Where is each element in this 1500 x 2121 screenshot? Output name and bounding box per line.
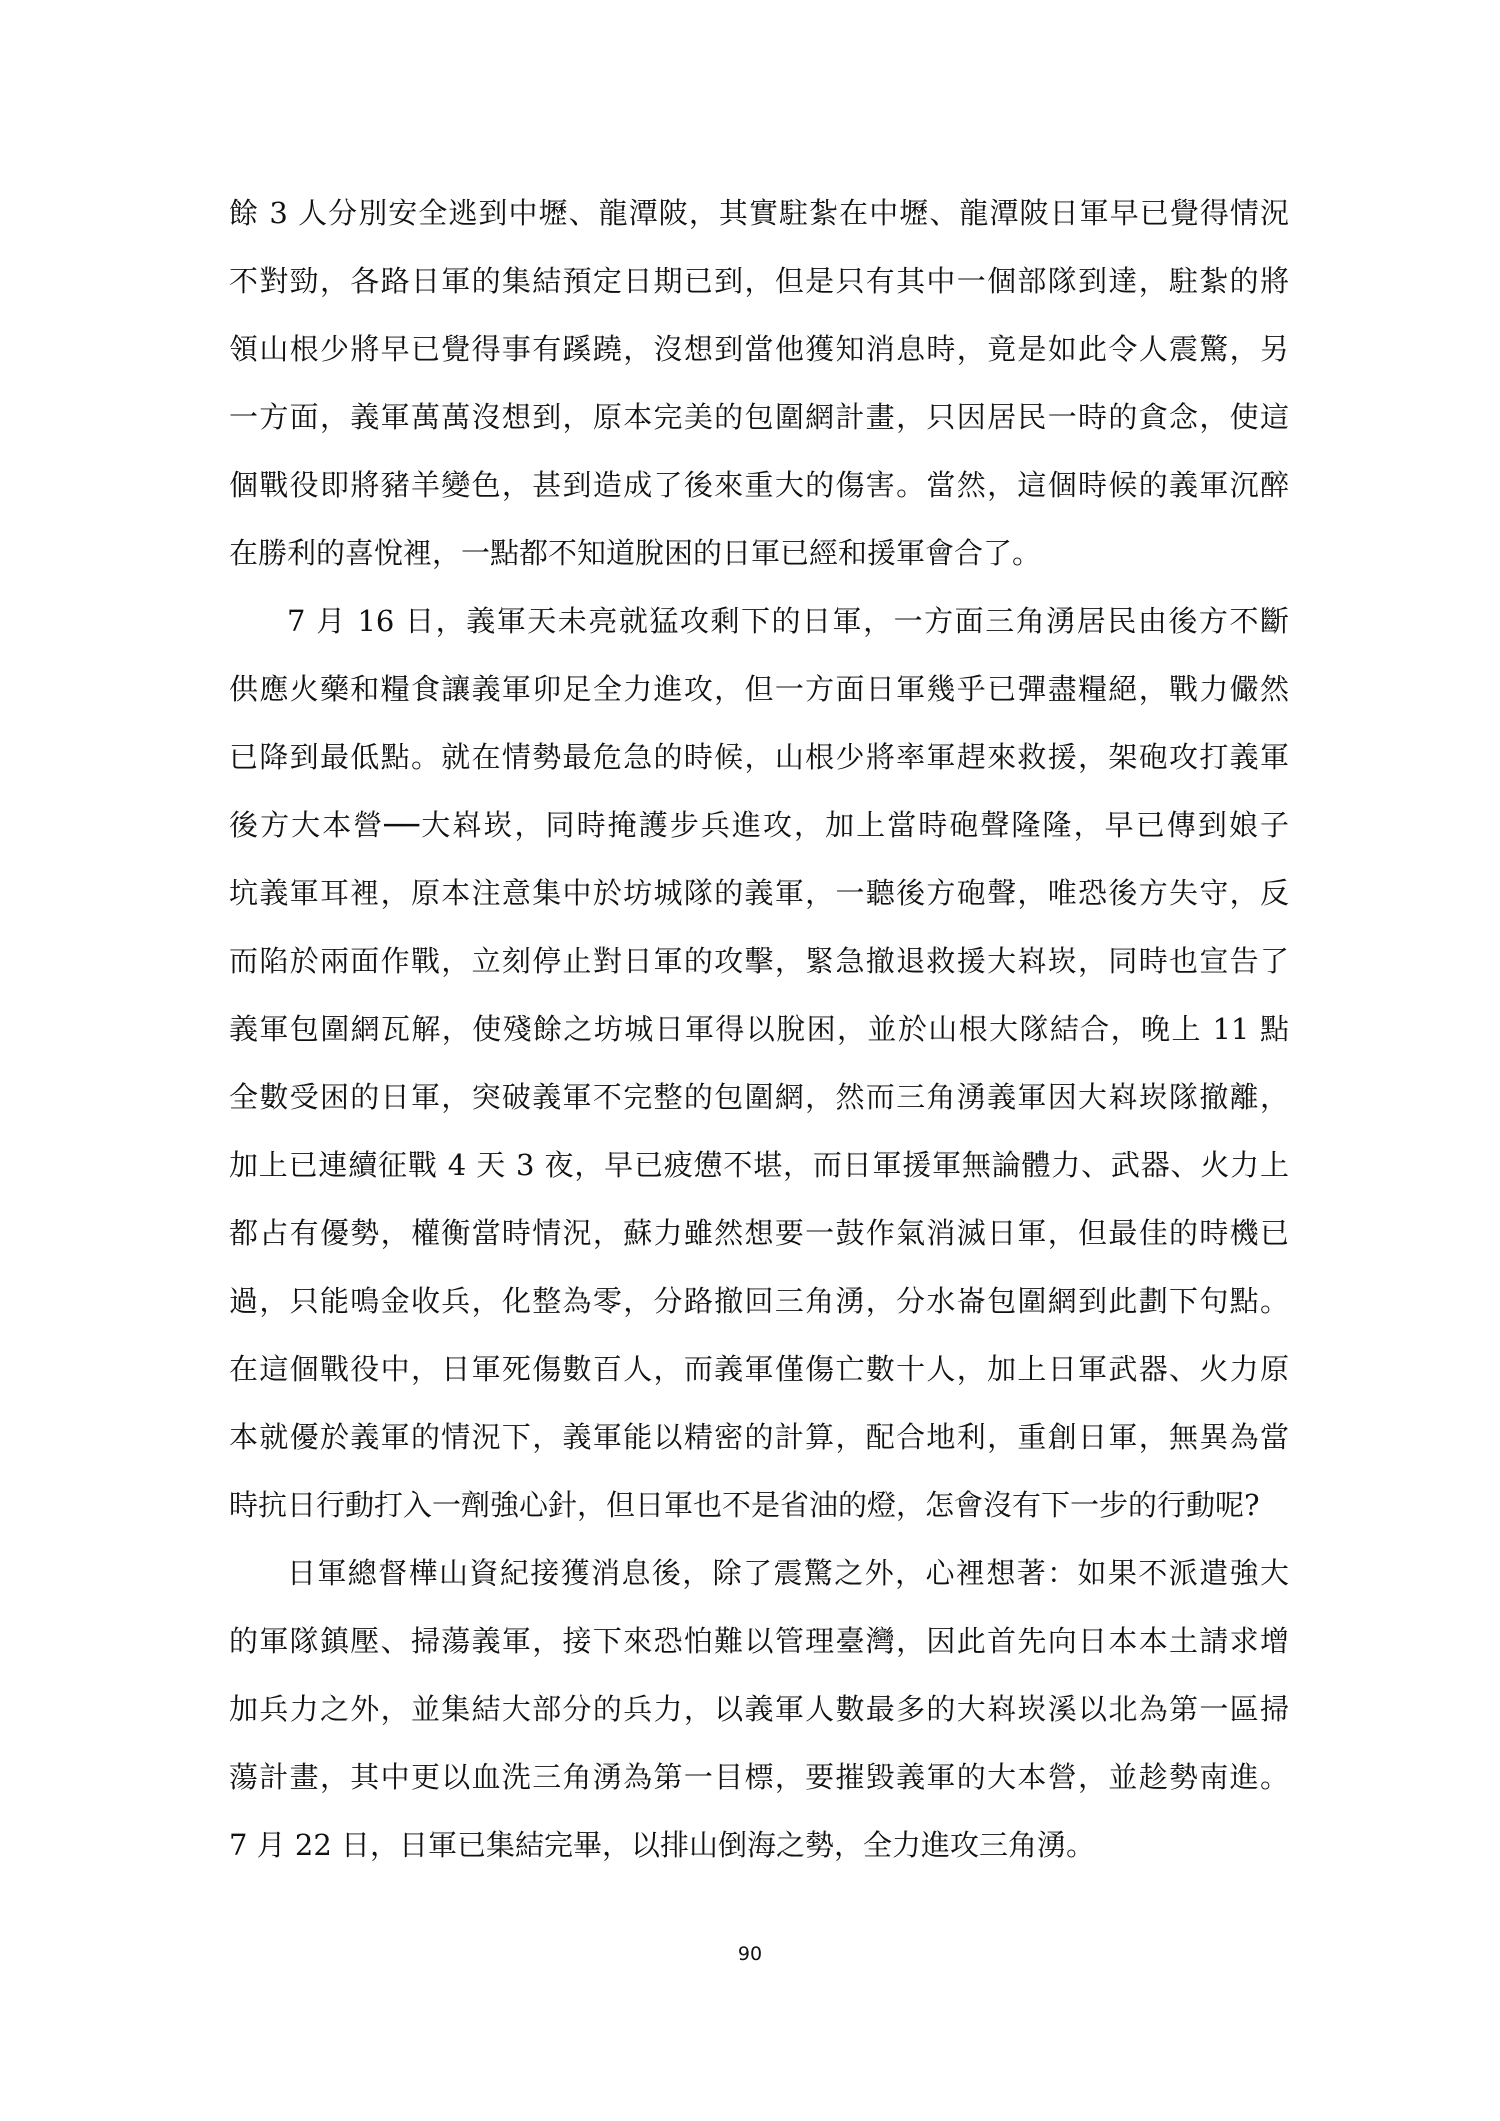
text-line: 坑義軍耳裡，原本注意集中於坊城隊的義軍，一聽後方砲聲，唯恐後方失守，反 (229, 876, 1289, 910)
text-line: 蕩計畫，其中更以血洗三角湧為第一目標，要摧毀義軍的大本營，並趁勢南進。 (229, 1760, 1289, 1794)
text-line: 時抗日行動打入一劑強心針，但日軍也不是省油的燈，怎會沒有下一步的行動呢? (229, 1488, 1260, 1522)
text-line: 領山根少將早已覺得事有蹊蹺，沒想到當他獲知消息時，竟是如此令人震驚，另 (229, 332, 1289, 366)
text-line: 過，只能鳴金收兵，化整為零，分路撤回三角湧，分水崙包圍網到此劃下句點。 (229, 1284, 1289, 1318)
body-text (229, 196, 1289, 1896)
text-line: 日軍總督樺山資紀接獲消息後，除了震驚之外，心裡想著：如果不派遣強大 (287, 1556, 1289, 1590)
text-line: 不對勁，各路日軍的集結預定日期已到，但是只有其中一個部隊到達，駐紮的將 (229, 264, 1289, 298)
text-line: 個戰役即將豬羊變色，甚到造成了後來重大的傷害。當然，這個時候的義軍沉醉 (229, 468, 1289, 502)
text-line: 一方面，義軍萬萬沒想到，原本完美的包圍網計畫，只因居民一時的貪念，使這 (229, 400, 1289, 434)
text-line: 餘 3 人分別安全逃到中壢、龍潭陂，其實駐紮在中壢、龍潭陂日軍早已覺得情況 (229, 196, 1289, 230)
text-line: 的軍隊鎮壓、掃蕩義軍，接下來恐怕難以管理臺灣，因此首先向日本本土請求增 (229, 1624, 1289, 1658)
text-line: 全數受困的日軍，突破義軍不完整的包圍網，然而三角湧義軍因大嵙崁隊撤離， (229, 1080, 1289, 1114)
text-line: 而陷於兩面作戰，立刻停止對日軍的攻擊，緊急撤退救援大嵙崁，同時也宣告了 (229, 944, 1289, 978)
text-line: 後方大本營──大嵙崁，同時掩護步兵進攻，加上當時砲聲隆隆，早已傳到娘子 (229, 808, 1289, 842)
text-line: 7 月 16 日，義軍天未亮就猛攻剩下的日軍，一方面三角湧居民由後方不斷 (287, 604, 1289, 638)
text-line: 加上已連續征戰 4 天 3 夜，早已疲憊不堪，而日軍援軍無論體力、武器、火力上 (229, 1148, 1289, 1182)
page-number: 90 (737, 1943, 763, 1965)
text-line: 加兵力之外，並集結大部分的兵力，以義軍人數最多的大嵙崁溪以北為第一區掃 (229, 1692, 1289, 1726)
text-line: 7 月 22 日，日軍已集結完畢，以排山倒海之勢，全力進攻三角湧。 (229, 1828, 1096, 1862)
text-line: 已降到最低點。就在情勢最危急的時候，山根少將率軍趕來救援，架砲攻打義軍 (229, 740, 1289, 774)
text-line: 義軍包圍網瓦解，使殘餘之坊城日軍得以脫困，並於山根大隊結合，晚上 11 點 (229, 1012, 1289, 1046)
text-line: 在這個戰役中，日軍死傷數百人，而義軍僅傷亡數十人，加上日軍武器、火力原 (229, 1352, 1289, 1386)
text-line: 本就優於義軍的情況下，義軍能以精密的計算，配合地利，重創日軍，無異為當 (229, 1420, 1289, 1454)
text-line: 在勝利的喜悅裡，一點都不知道脫困的日軍已經和援軍會合了。 (229, 536, 1042, 570)
text-line: 供應火藥和糧食讓義軍卯足全力進攻，但一方面日軍幾乎已彈盡糧絕，戰力儼然 (229, 672, 1289, 706)
text-line: 都占有優勢，權衡當時情況，蘇力雖然想要一鼓作氣消滅日軍，但最佳的時機已 (229, 1216, 1289, 1250)
